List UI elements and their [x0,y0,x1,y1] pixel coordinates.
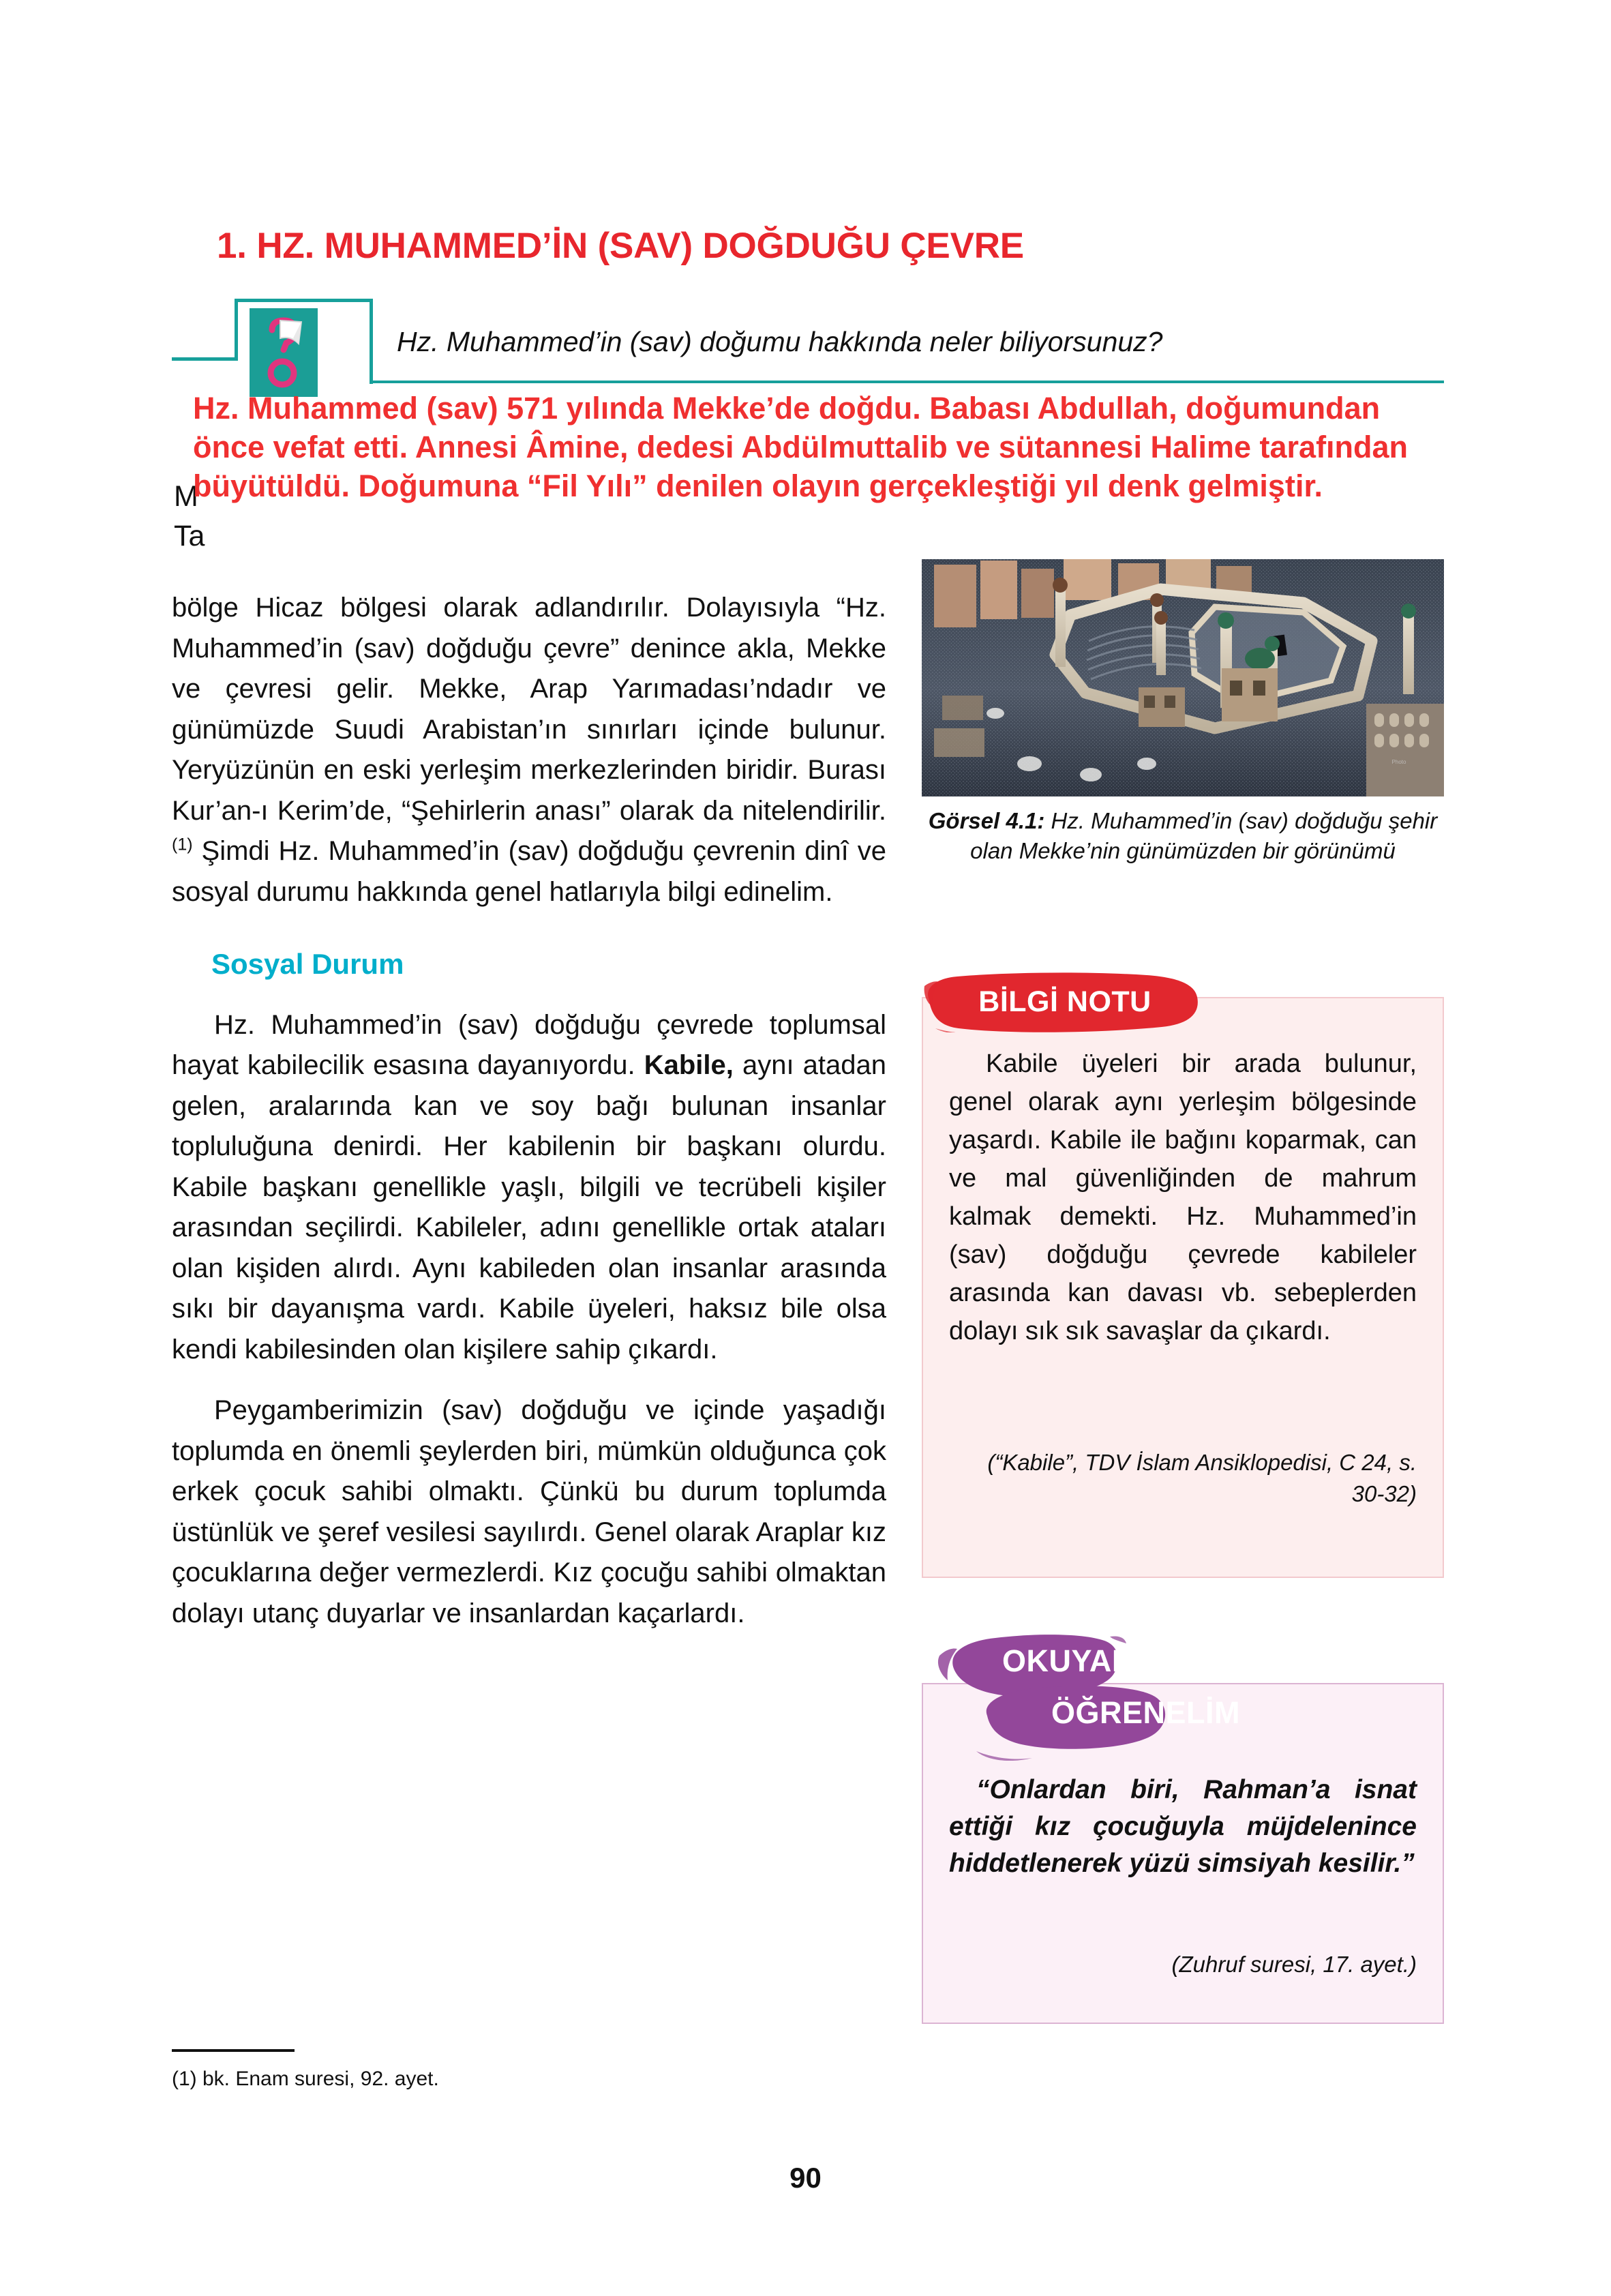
read-learn-quote: “Onlardan biri, Rahman’a isnat ettiği kız çocuğuyla müjdelenince hiddetlenerek yüzü simsiyah kesilir.” [949,1775,1417,1878]
svg-text:Photo: Photo [1391,759,1406,765]
paragraph-1-tail: Şimdi Hz. Muhammed’in (sav) doğduğu çevrenin dinî ve sosyal durumu hakkında genel hatlarıyla bilgi edinelim. [172,836,886,907]
info-note-body [949,1045,1417,1350]
red-overlay-note: Hz. Muhammed (sav) 571 yılında Mekke’de doğdu. Babası Abdullah, doğumundan önce vefat etti. Annesi Âmine, dedesi Abdülmuttalib ve sütannesi Halime tarafından büyütüldü. Doğumuna “Fil Yılı” denilen olayın gerçekleştiği yıl denk gelmiştir. [193,391,1409,503]
question-mark-page-icon [250,308,318,397]
figure-caption [922,806,1444,866]
footnote-marker: (1) [172,835,193,854]
info-note-badge-label: BİLGİ NOTU [978,985,1151,1018]
covered-text-ghost-1: M [174,480,198,513]
bracket-bottom-line [370,381,1444,383]
covered-text-ghost-2: Ta [174,520,205,552]
paragraph-2-part-b: aynı atadan gelen, aralarında kan ve soy bağı bulunan insanlar topluluğuna denirdi. Her kabilenin bir başkanı olurdu. Kabile başkanı genellikle yaşlı, bilgili ve tecrübeli kişiler arasından seçilirdi. Kabileler, adını genellikle ortak ataları olan kişiden alırdı. Aynı kabileden olan insanlar arasında sıkı bir dayanışma vardı. Kabile üyeleri, haksız bile olsa kendi kabilesinden olan kişilere sahip çıkardı. [172,1050,886,1365]
main-text-column [172,588,886,1634]
read-learn-badge-line-1: OKUYALIM [1002,1643,1166,1678]
footnote-divider [172,2049,295,2052]
bracket-left-line [172,357,237,361]
figure-caption-text: Hz. Muhammed’in (sav) doğduğu şehir olan Mekke’nin günümüzden bir görünümü [970,808,1438,863]
question-prompt-block [172,299,1444,381]
page-number: 90 [789,2162,822,2194]
term-kabile: Kabile, [644,1050,734,1080]
paragraph-2-part-a: Hz. Muhammed’in (sav) doğduğu çevrede toplumsal hayat kabilecilik esasına dayanıyordu. [172,1009,886,1080]
bracket-top-line [235,299,373,302]
read-learn-body [949,1772,1417,1882]
read-learn-source: (Zuhruf suresi, 17. ayet.) [1171,1952,1417,1977]
read-learn-badge [922,1631,1249,1761]
prompt-question-text: Hz. Muhammed’in (sav) doğumu hakkında neler biliyorsunuz? [397,326,1163,357]
paragraph-3: Peygamberimizin (sav) doğduğu ve içinde yaşadığı toplumda en önemli şeylerden biri, mümkün olduğunca çok erkek çocuk sahibi olmaktı. Çünkü bu durum toplumda üstünlük ve şeref vesilesi sayılırdı. Genel olarak Araplar kız çocuklarına değer vermezlerdi. Kız çocuğu sahibi olmaktan dolayı utanç duyarlar ve insanlardan kaçarlardı. [172,1395,886,1628]
subheading-sosyal-durum: Sosyal Durum [211,948,404,980]
figure-caption-label: Görsel 4.1: [928,808,1045,833]
paragraph-1 [172,588,886,912]
figure-image-mekke [922,559,1444,796]
info-note-paragraph: Kabile üyeleri bir arada bulunur, genel olarak aynı yerleşim bölgesinde yaşardı. Kabile ile bağını koparmak, can ve mal güvenliğinden de mahrum kalmak demekti. Hz. Muhammed’in (sav) doğduğu çevrede kabileler arasında kan davası vb. sebeplerden dolayı sık sık savaşlar da çıkardı. [949,1049,1417,1345]
paragraph-2 [172,1005,886,1371]
right-column [922,559,1444,866]
info-note-source: (“Kabile”, TDV İslam Ansiklopedisi, C 24, s. 30-32) [987,1450,1417,1506]
info-note-badge [922,971,1208,1032]
bracket-corner-line [235,299,238,361]
footnote-text: (1) bk. Enam suresi, 92. ayet. [172,2068,439,2090]
read-learn-badge-line-2: ÖĞRENELİM [1051,1695,1241,1730]
paragraph-1-text: bölge Hicaz bölgesi olarak adlandırılır. Dolayısıyla “Hz. Muhammed’in (sav) doğduğu çevre” denince akla, Mekke ve çevresi gelir. Mekke, Arap Yarımadası’ndadır ve günümüzde Suudi Arabistan’ın sınırları içinde bulunur. Yeryüzünün en eski yerleşim merkezlerinden biridir. Burası Kur’an-ı Kerim’de, “Şehirlerin anası” olarak da nitelendirilir. [172,593,886,826]
bracket-right-line [370,299,373,384]
page-title: 1. HZ. MUHAMMED’İN (SAV) DOĞDUĞU ÇEVRE [217,226,1024,266]
